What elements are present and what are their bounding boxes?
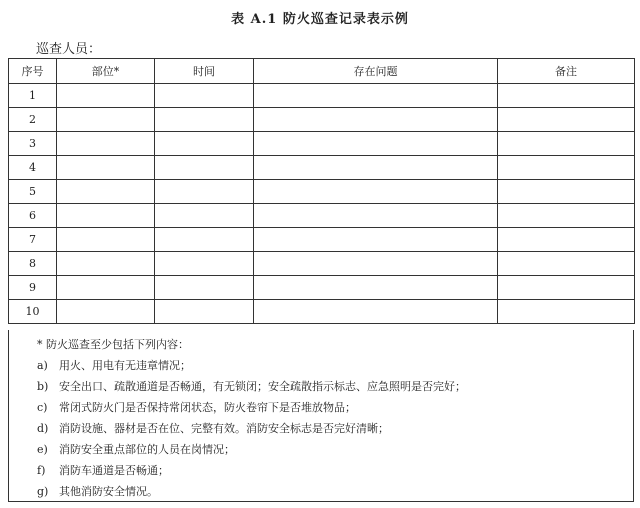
cell-location[interactable] [57, 276, 155, 300]
cell-remarks[interactable] [498, 252, 635, 276]
cell-remarks[interactable] [498, 228, 635, 252]
table-row [9, 276, 635, 300]
header-issues: 存在问题 [254, 59, 498, 84]
table-row [9, 156, 635, 180]
cell-issues[interactable] [254, 108, 498, 132]
footnote-text: 用火、用电有无违章情况； [59, 359, 191, 372]
table-title: 表 A.1 防火巡查记录表示例 [231, 12, 409, 27]
cell-issues[interactable] [254, 228, 498, 252]
cell-time[interactable] [155, 84, 254, 108]
cell-location[interactable] [57, 84, 155, 108]
footnote-text: 消防车通道是否畅通； [59, 464, 169, 477]
footnote-letter: f) [37, 464, 46, 477]
footnote-item [37, 481, 633, 502]
footnote-box [8, 330, 634, 502]
cell-location[interactable] [57, 132, 155, 156]
footnote-text: 消防设施、器材是否在位、完整有效。消防安全标志是否完好清晰； [59, 422, 389, 435]
cell-serial: 1 [9, 84, 57, 108]
footnote-letter: g) [37, 485, 49, 498]
cell-issues[interactable] [254, 204, 498, 228]
footnote-item [37, 397, 633, 418]
cell-issues[interactable] [254, 132, 498, 156]
cell-remarks[interactable] [498, 132, 635, 156]
cell-time[interactable] [155, 132, 254, 156]
cell-time[interactable] [155, 276, 254, 300]
header-time: 时间 [155, 59, 254, 84]
cell-location[interactable] [57, 156, 155, 180]
cell-serial: 3 [9, 132, 57, 156]
table-row [9, 132, 635, 156]
cell-location[interactable] [57, 228, 155, 252]
cell-location[interactable] [57, 252, 155, 276]
cell-serial: 10 [9, 300, 57, 324]
table-row [9, 228, 635, 252]
cell-remarks[interactable] [498, 204, 635, 228]
cell-serial: 8 [9, 252, 57, 276]
table-row [9, 252, 635, 276]
table-header-row [9, 59, 635, 84]
header-serial-number: 序号 [9, 59, 57, 84]
footnote-intro: * 防火巡查至少包括下列内容： [37, 338, 189, 351]
cell-serial: 9 [9, 276, 57, 300]
cell-time[interactable] [155, 180, 254, 204]
cell-time[interactable] [155, 204, 254, 228]
footnote-item [37, 355, 633, 376]
cell-remarks[interactable] [498, 300, 635, 324]
footnote-item [37, 439, 633, 460]
cell-remarks[interactable] [498, 156, 635, 180]
footnote-text: 安全出口、疏散通道是否畅通，有无锁闭；安全疏散指示标志、应急照明是否完好； [59, 380, 466, 393]
cell-location[interactable] [57, 180, 155, 204]
header-location: 部位* [57, 59, 155, 84]
header-remarks: 备注 [498, 59, 635, 84]
table-row [9, 84, 635, 108]
cell-remarks[interactable] [498, 276, 635, 300]
table-row [9, 300, 635, 324]
cell-location[interactable] [57, 204, 155, 228]
footnote-letter: a) [37, 359, 48, 372]
cell-location[interactable] [57, 108, 155, 132]
cell-remarks[interactable] [498, 108, 635, 132]
table-row [9, 180, 635, 204]
footnote-item [37, 460, 633, 481]
footnote-letter: b) [37, 380, 49, 393]
table-row [9, 108, 635, 132]
cell-issues[interactable] [254, 156, 498, 180]
footnote-text: 常闭式防火门是否保持常闭状态，防火卷帘下是否堆放物品； [59, 401, 356, 414]
inspector-label: 巡查人员： [36, 42, 102, 57]
cell-issues[interactable] [254, 300, 498, 324]
cell-remarks[interactable] [498, 180, 635, 204]
footnote-text: 消防安全重点部位的人员在岗情况； [59, 443, 235, 456]
cell-location[interactable] [57, 300, 155, 324]
footnote-letter: d) [37, 422, 49, 435]
footnote-item [37, 418, 633, 439]
cell-time[interactable] [155, 228, 254, 252]
cell-issues[interactable] [254, 252, 498, 276]
patrol-record-table [8, 58, 635, 324]
cell-issues[interactable] [254, 84, 498, 108]
footnote-letter: c) [37, 401, 48, 414]
footnote-item [37, 376, 633, 397]
cell-time[interactable] [155, 252, 254, 276]
cell-issues[interactable] [254, 180, 498, 204]
cell-serial: 2 [9, 108, 57, 132]
cell-serial: 5 [9, 180, 57, 204]
table-row [9, 204, 635, 228]
cell-serial: 6 [9, 204, 57, 228]
cell-time[interactable] [155, 300, 254, 324]
cell-remarks[interactable] [498, 84, 635, 108]
cell-time[interactable] [155, 156, 254, 180]
cell-time[interactable] [155, 108, 254, 132]
cell-issues[interactable] [254, 276, 498, 300]
cell-serial: 4 [9, 156, 57, 180]
cell-serial: 7 [9, 228, 57, 252]
footnote-letter: e) [37, 443, 48, 456]
footnote-text: 其他消防安全情况。 [59, 485, 158, 498]
